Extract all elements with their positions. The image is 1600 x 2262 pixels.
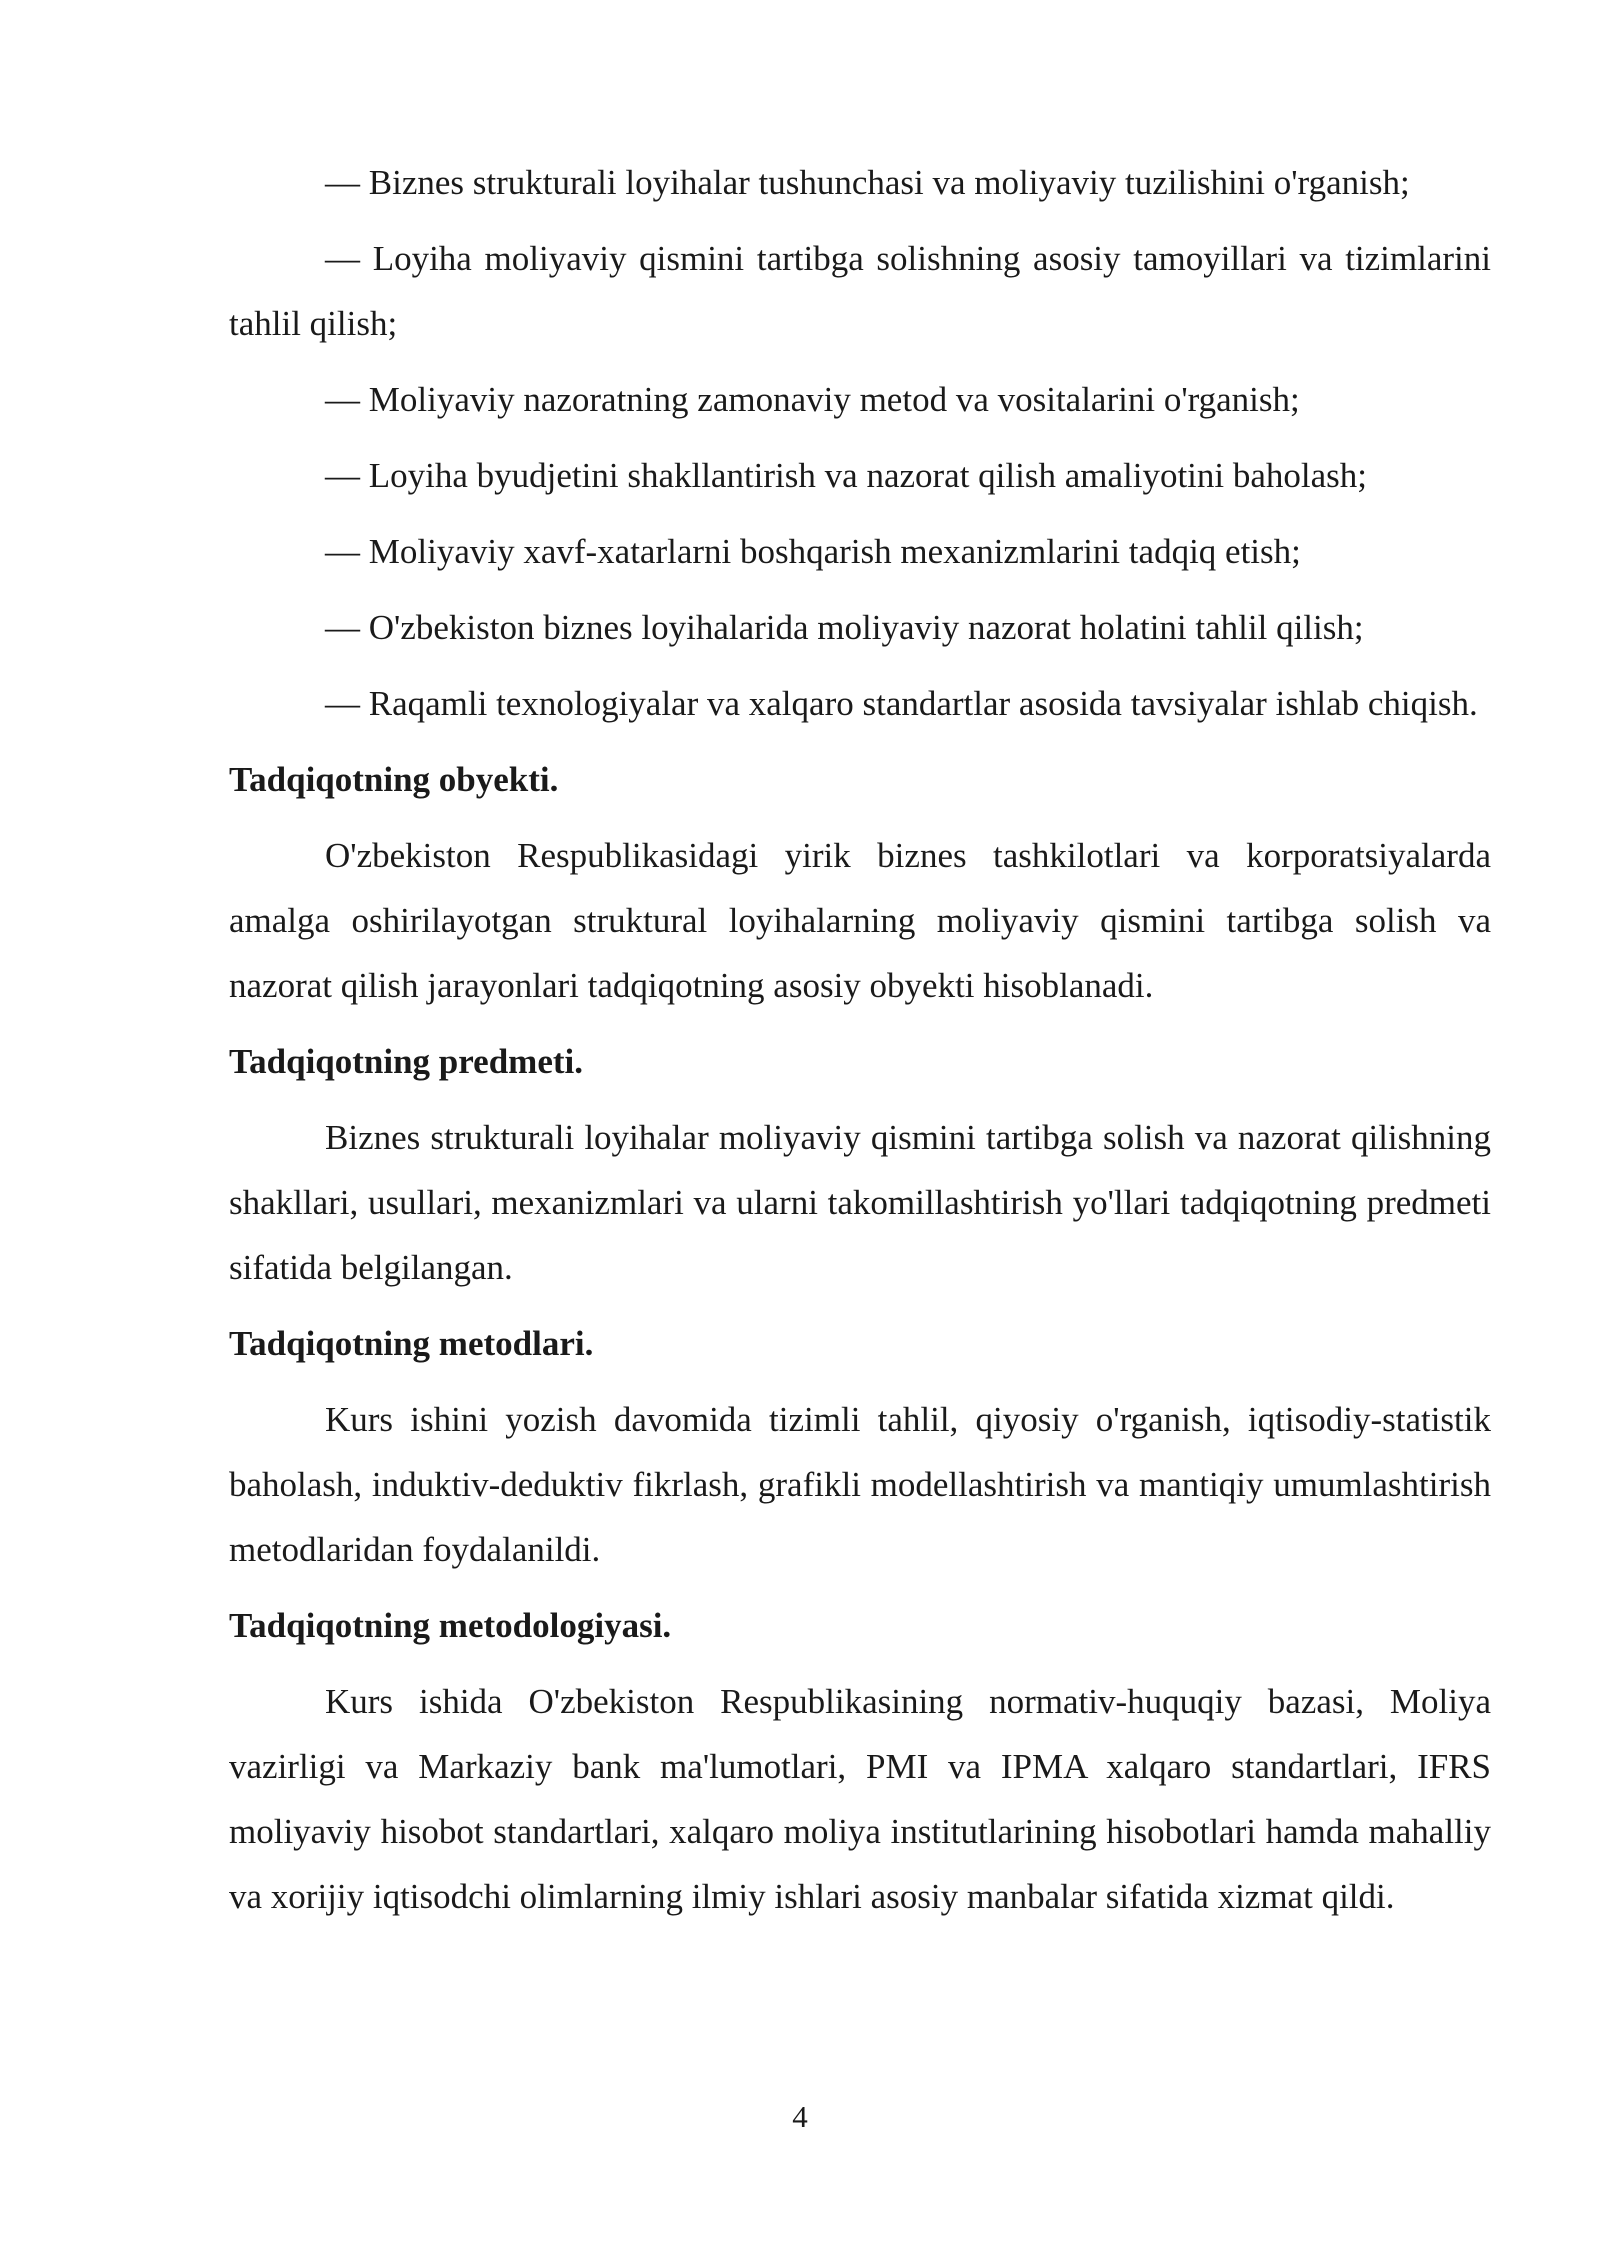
page-content [229, 150, 1491, 1940]
task-item-6: — O'zbekiston biznes loyihalarida moliyaviy nazorat holatini tahlil qilish; [325, 608, 1364, 647]
task-item-3: — Moliyaviy nazoratning zamonaviy metod va vositalarini o'rganish; [325, 380, 1300, 419]
task-item-5: — Moliyaviy xavf-xatarlarni boshqarish mexanizmlarini tadqiq etish; [325, 532, 1301, 571]
section-heading-methodology: Tadqiqotning metodologiyasi. [229, 1606, 672, 1645]
section-text-object: O'zbekiston Respublikasidagi yirik biznes tashkilotlari va korporatsiyalarda amalga oshirilayotgan struktural loyihalarning moliyaviy qismini tartibga solish va nazorat qilish jarayonlari tadqiqotning asosiy obyekti hisoblanadi. [229, 836, 1491, 1005]
section-text-subject: Biznes strukturali loyihalar moliyaviy qismini tartibga solish va nazorat qilishning shakllari, usullari, mexanizmlari va ularni takomillashtirish yo'llari tadqiqotning predmeti sifatida belgilangan. [229, 1118, 1491, 1287]
task-item-1: — Biznes strukturali loyihalar tushunchasi va moliyaviy tuzilishini o'rganish; [325, 163, 1410, 202]
section-heading-methods: Tadqiqotning metodlari. [229, 1324, 594, 1363]
section-heading-subject: Tadqiqotning predmeti. [229, 1042, 583, 1081]
task-item-4: — Loyiha byudjetini shakllantirish va nazorat qilish amaliyotini baholash; [325, 456, 1368, 495]
section-heading-object: Tadqiqotning obyekti. [229, 760, 559, 799]
page-number: 4 [792, 2099, 808, 2134]
task-item-2: — Loyiha moliyaviy qismini tartibga solishning asosiy tamoyillari va tizimlarini tahlil qilish; [229, 239, 1491, 343]
section-text-methodology: Kurs ishida O'zbekiston Respublikasining normativ-huquqiy bazasi, Moliya vazirligi va Markaziy bank ma'lumotlari, PMI va IPMA xalqaro standartlari, IFRS moliyaviy hisobot standartlari, xalqaro moliya institutlarining hisobotlari hamda mahalliy va xorijiy iqtisodchi olimlarning ilmiy ishlari asosiy manbalar sifatida xizmat qildi. [229, 1682, 1491, 1916]
task-item-7: — Raqamli texnologiyalar va xalqaro standartlar asosida tavsiyalar ishlab chiqish. [325, 684, 1478, 723]
section-text-methods: Kurs ishini yozish davomida tizimli tahlil, qiyosiy o'rganish, iqtisodiy-statistik baholash, induktiv-deduktiv fikrlash, grafikli modellashtirish va mantiqiy umumlashtirish metodlaridan foydalanildi. [229, 1400, 1491, 1569]
